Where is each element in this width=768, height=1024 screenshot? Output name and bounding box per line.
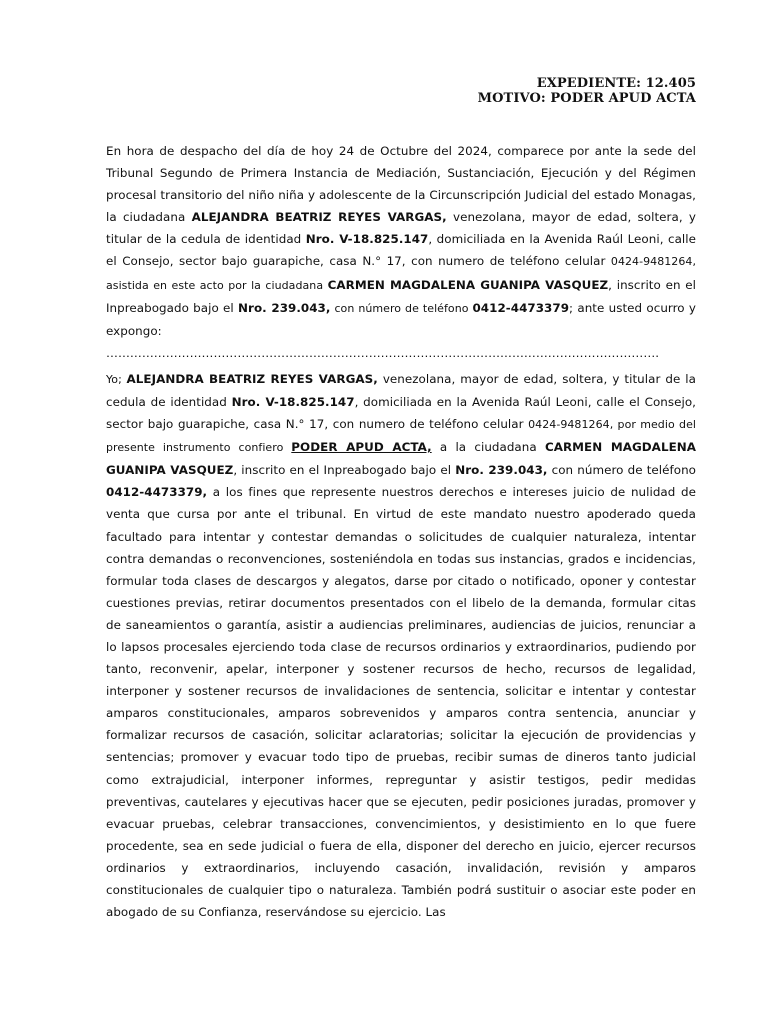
expediente-line: EXPEDIENTE: 12.405 [536, 76, 696, 91]
grantor-name: ALEJANDRA BEATRIZ REYES VARGAS, [191, 210, 447, 225]
text-run: , domiciliada en la Avenida Raúl Leoni, calle el Consejo, sector bajo guarapiche, casa N.° 17, con numero de teléfono celular [106, 394, 696, 432]
text-run: , por medio del presente instrumento confiero [106, 418, 696, 455]
text-run: , inscrito en el Inpreabogado bajo el [233, 463, 456, 478]
paragraph-poder [106, 368, 696, 923]
text-run: ; ante usted ocurro y expongo: [106, 300, 696, 338]
text-run: venezolana, mayor de edad, soltera, y titular de la cedula de identidad [106, 210, 697, 247]
text-run: , asistida en este acto por la ciudadana [106, 255, 696, 292]
attorney-inpre: Nro. 239.043, [238, 300, 331, 315]
text-run: con número de teléfono [547, 463, 696, 478]
motivo-line: MOTIVO: PODER APUD ACTA [477, 91, 696, 106]
attorney-name: CARMEN MAGDALENA GUANIPA VASQUEZ [327, 277, 609, 292]
poder-apud-acta-label: PODER APUD ACTA, [291, 440, 432, 455]
attorney-phone: 0412-4473379, [106, 485, 208, 500]
document-header [478, 76, 696, 106]
text-run: a los fines que represente nuestros derechos e intereses juicio de nulidad de venta que cursa por ante el tribunal. En virtud de este mandato nuestro apoderado queda facultado para intentar y contestar demandas o solicitudes de cualquier naturaleza, intentar contra demandas o reconvenciones, sosteniéndola en todas sus instancias, grados e incidencias, formular toda clases de descargos y alegatos, darse por citado o notificado, oponer y contestar cuestiones previas, retirar documentos presentados con el libelo de la demanda, formular citas de saneamientos o garantía, asistir a audiencias preliminares, audiencias de juicios, renunciar a lo lapsos procesales ejerciendo toda clase de recursos ordinarios y extraordinarios, pudiendo por tanto, reconvenir, apelar, interponer y sostener recursos de hecho, recursos de legalidad, interponer y sostener recursos de invalidaciones de sentencia, solicitar e intentar y contestar amparos constitucionales, amparos sobrevenidos y amparos contra sentencia, anunciar y formalizar recursos de casación, solicitar aclaratorias; solicitar la ejecución de providencias y sentencias; promover y evacuar todo tipo de pruebas, recibir sumas de dineros tanto judicial como extrajudicial, interponer informes, repreguntar y asistir testigos, pedir medidas preventivas, cautelares y ejecutivas hacer que se ejecuten, pedir posiciones juradas, promover y evacuar pruebas, celebrar transacciones, convencimientos, y desistimiento en lo que fuere procedente, sea en sede judicial o fuera de ella, disponer del derecho en juicio, ejercer recursos ordinarios y extraordinarios, incluyendo casación, invalidación, revisión y amparos constitucionales de cualquier tipo o naturaleza. También podrá sustituir o asociar este poder en abogado de su Confianza, reservándose su ejercicio. Las [106, 485, 696, 920]
text-run: con número de teléfono [330, 301, 473, 315]
grantor-phone: 0424-9481264 [610, 255, 693, 269]
grantor-name: ALEJANDRA BEATRIZ REYES VARGAS, [126, 371, 378, 386]
dotted-leader: …………………………………………………………………………………………………………………………. [106, 345, 660, 360]
text-run: venezolana, mayor de edad, soltera, y titular de la cedula de identidad [106, 371, 696, 409]
grantor-id: Nro. V-18.825.147 [231, 394, 355, 409]
grantor-phone: 0424-9481264 [528, 418, 610, 432]
text-run: , domiciliada en la Avenida Raúl Leoni, calle el Consejo, sector bajo guarapiche, casa N.° 17, con numero de teléfono celular [106, 232, 696, 269]
text-run: Yo; [106, 372, 127, 386]
attorney-name: CARMEN MAGDALENA GUANIPA VASQUEZ [106, 440, 696, 478]
text-run: , inscrito en el Inpreabogado bajo el [106, 277, 696, 315]
attorney-inpre: Nro. 239.043, [455, 463, 548, 478]
grantor-id: Nro. V-18.825.147 [305, 232, 429, 247]
document-body [106, 140, 696, 923]
text-run: a la ciudadana [431, 440, 545, 455]
paragraph-comparecencia [106, 140, 696, 364]
attorney-phone: 0412-4473379 [472, 300, 570, 315]
text-run: En hora de despacho del día de hoy 24 de Octubre del 2024, comparece por ante la sede del Tribunal Segundo de Primera Instancia de Mediación, Sustanciación, Ejecución y del Régimen procesal transitorio del niño niña y adolescente de la Circunscripción Judicial del estado Monagas, la ciudadana [106, 144, 696, 225]
